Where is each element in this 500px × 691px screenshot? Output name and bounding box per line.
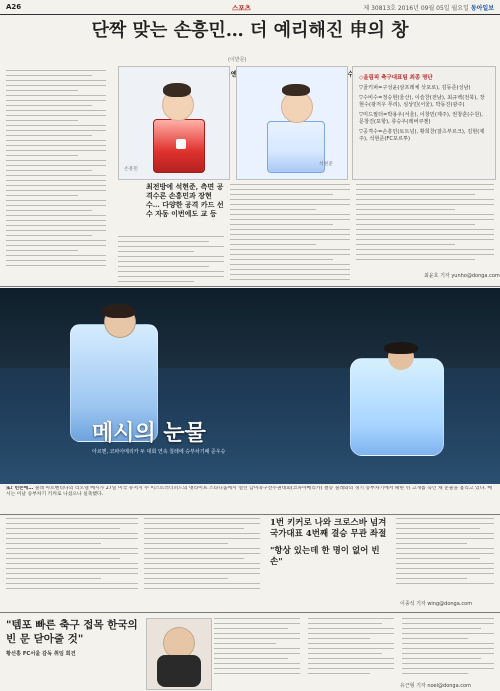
lower-divider [0, 612, 500, 613]
middle-col-1-text [118, 236, 224, 282]
caption-divider [0, 514, 500, 515]
player-photo-son [118, 66, 230, 180]
left-column-text [6, 70, 106, 270]
feature-overlay-text: 아르헨, 코파아메리카 두 대회 연속 칠레에 승부차기패 준우승 [92, 449, 226, 455]
squad-list-lines [359, 84, 489, 142]
section-divider [0, 286, 500, 287]
photo-credit-seok: 석현준 [319, 162, 333, 167]
lower-col-3-text [396, 518, 494, 604]
masthead-logo: 동아일보 [470, 5, 494, 12]
middle-col-2-text [230, 184, 350, 284]
squad-list-title: ◇올림픽 축구대표팀 최종 명단 [359, 75, 433, 81]
article-pullquote: 최전방에 석현준, 측면 공격수론 손흥민과 장현수… 다양한 공격 카드 선수 자동 이번에도 교 등 [146, 182, 224, 218]
feature-caption-text: 칠레 아르헨티나의 리오넬 메시가 27일 미국 뉴저지 주 이스트러더퍼드의 멧라이프 스타디움에서 열린 남미축구선수권대회(코파아메리카) 결승 칠레와의 경기 승부차기에서 패한 뒤 고개를 숙인 채 눈물을 흘리고 있다. 메시는 이날 승부차기 키커로 나섰으나 실축했다. [6, 486, 493, 497]
feature-title: 메시의 눈물 [92, 420, 206, 446]
article-subtitle: 최종엔트리 2명·수비수 [218, 70, 367, 78]
lower-col-2-text [144, 518, 260, 604]
issue-info [363, 3, 494, 12]
issue-date: 제 30813호 2016년 09월 05일 월요일 [363, 5, 469, 12]
side-story-subtitle: 황선홍 FC서울 감독 취임 회견 [6, 651, 76, 657]
feature-pullquote-line-3: "항상 있는데 한 명이 없어 빈손" [270, 546, 380, 567]
side-story-photo [146, 618, 212, 690]
page-number: A26 [6, 3, 22, 11]
squad-gk: ▽골키퍼=구성윤(삼프레체 삿포로), 김동준(성남) [359, 85, 471, 91]
section-name: 스포츠 [232, 4, 251, 12]
page-header [0, 0, 500, 14]
lower-col-1-text [6, 518, 138, 604]
player-photo-seok [236, 66, 348, 180]
feature-caption [6, 486, 494, 514]
article-author: 최윤호 기자 yunho@donga.com [424, 273, 500, 279]
feature-pullquote-line-1: 1번 키커로 나와 크로스바 넘겨 [270, 518, 387, 528]
squad-mf: ▽미드필더=박용우(서울), 이창민(제주), 권창훈(수원), 문창진(포항), 류승우(레버쿠젠) [359, 112, 483, 125]
feature-pullquote-line-2: 국가대표 4번째 결승 무관 좌절 [270, 529, 387, 539]
side-story-quote: "템포 빠른 축구 접목 한국의 빈 문 닫아줄 것" [6, 619, 138, 645]
bottom-text-columns [214, 618, 494, 688]
feature-caption-prefix: 또! 빈손에… [6, 486, 34, 491]
side-story-author: 유근형 기자 noel@donga.com [400, 683, 471, 689]
right-col-text [356, 184, 494, 266]
feature-pullquote [270, 518, 390, 598]
squad-fw: ▽공격수=손흥민(토트넘), 황희찬(잘츠부르크), 김현(제주), 석현준(FC포르투) [359, 129, 485, 142]
feature-author: 이종석 기자 wing@donga.com [400, 601, 473, 607]
article-title: 단짝 맞는 손흥민… 더 예리해진 申의 창 [91, 20, 409, 41]
feature-photo [0, 288, 500, 484]
photo-credit-son: 손흥민 [124, 167, 138, 172]
squad-df: ▽수비수=정승현(울산), 이슬찬(전남), 최규백(전북), 장현수(광저우 푸리), 심상민(서울), 박동진(광주) [359, 95, 485, 108]
byline-tag: (이반문) [228, 57, 247, 63]
side-story [6, 618, 138, 688]
header-rule [0, 14, 500, 15]
squad-list-box [352, 66, 496, 180]
